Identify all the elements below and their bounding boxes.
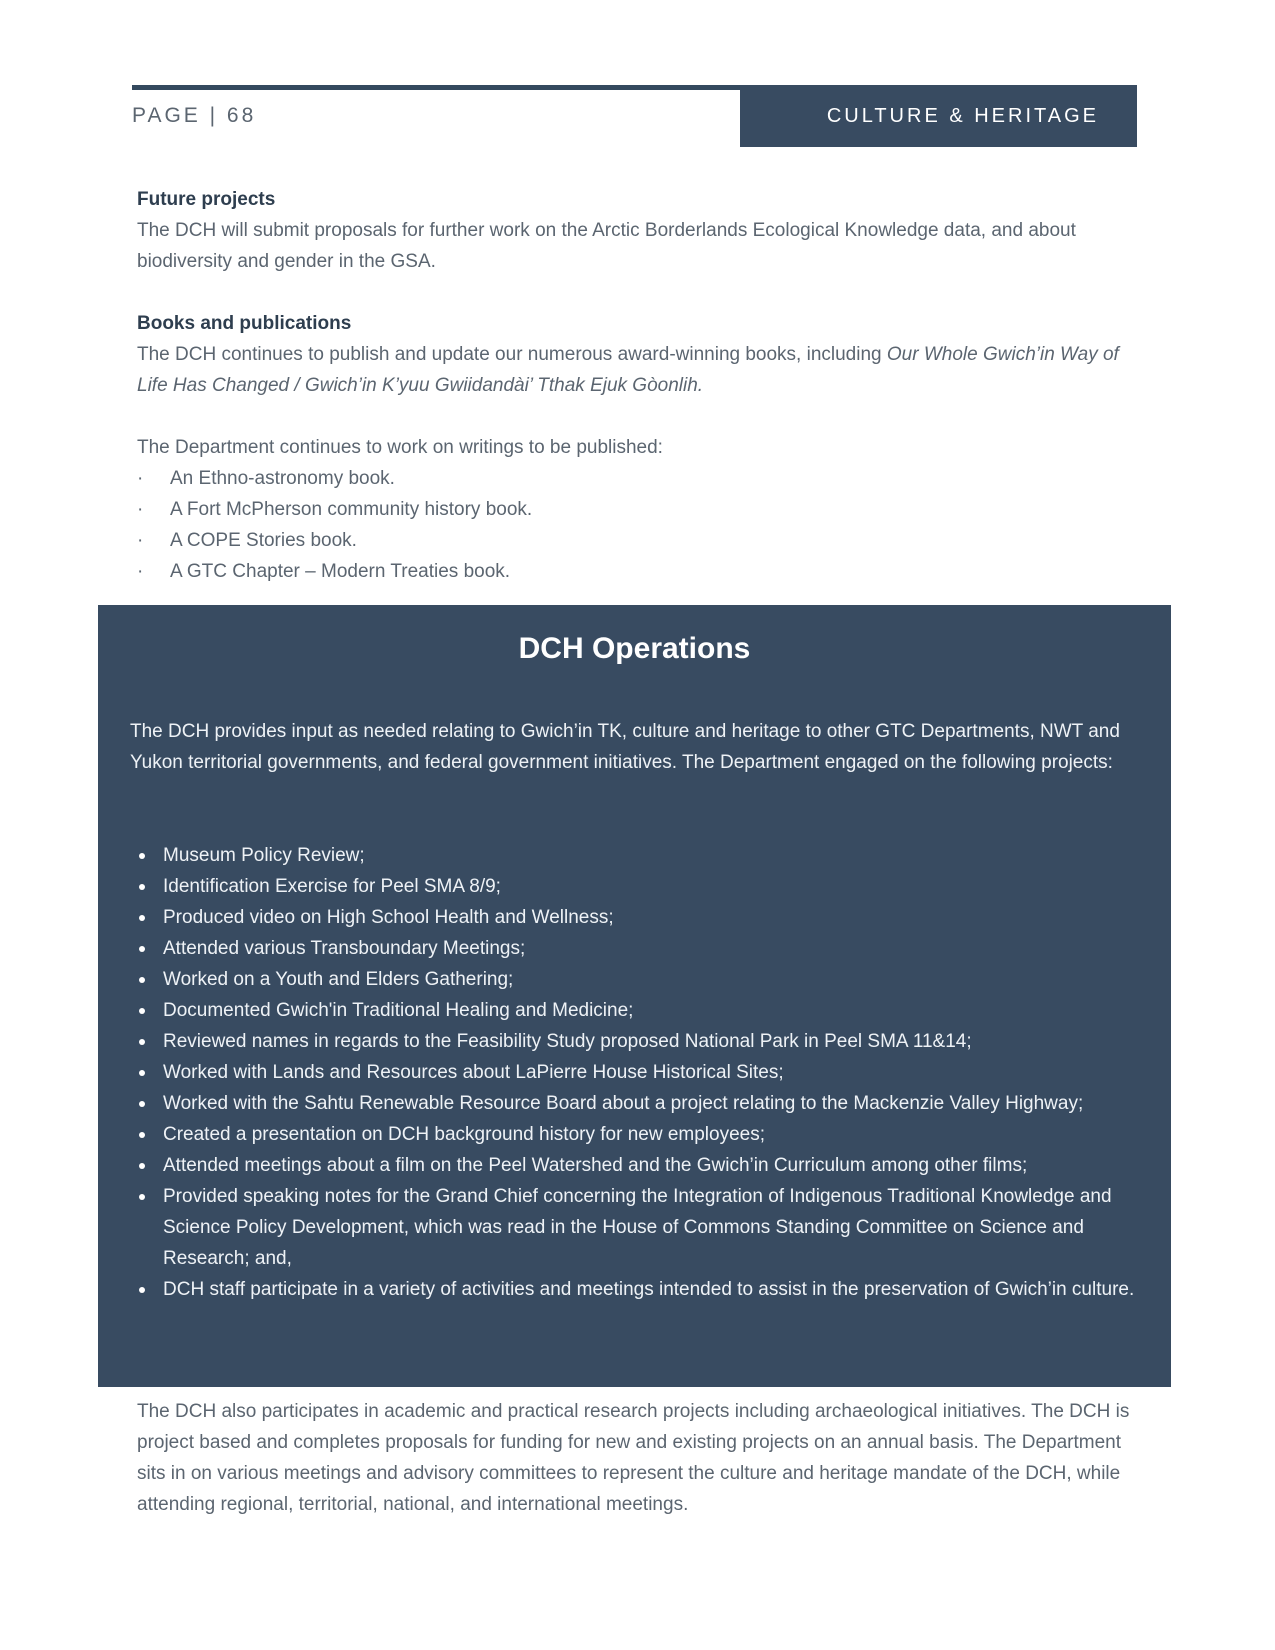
future-projects-body: The DCH will submit proposals for further work on the Arctic Borderlands Ecological Knowledge data, and about biodiversity and gender in the GSA. [137,220,1076,272]
list-item: Worked with the Sahtu Renewable Resource Board about a project relating to the Mackenzie Valley Highway; [130,1088,1140,1119]
list-item: Identification Exercise for Peel SMA 8/9; [130,871,1140,902]
writings-list [137,463,1142,587]
list-item: Created a presentation on DCH background history for new employees; [130,1119,1140,1150]
list-item: Produced video on High School Health and Wellness; [130,902,1140,933]
section-title: CULTURE & HERITAGE [740,85,1137,147]
books-body-text: The DCH continues to publish and update our numerous award-winning books, including [137,344,887,365]
books-title-italic: Our Whole Gwich’in Way of Life Has Changed / Gwich’in K’yuu Gwiidandài’ Tthak Ejuk Gòonlih. [137,344,1119,396]
operations-panel [98,605,1171,1387]
list-item: · An Ethno-astronomy book. [137,463,1142,494]
writings-intro: The Department continues to work on writings to be published: [137,437,663,458]
closing-paragraph: The DCH also participates in academic and practical research projects including archaeological initiatives. The DCH is project based and completes proposals for funding for new and existing projects on an annual basis. The Department sits in on various meetings and advisory committees to represent the culture and heritage mandate of the DCH, while attending regional, territorial, national, and international meetings. [137,1401,1130,1515]
future-projects-section [137,184,1142,277]
operations-title: DCH Operations [518,632,751,665]
books-heading: Books and publications [137,313,352,334]
list-item: · A GTC Chapter – Modern Treaties book. [137,556,1142,587]
list-item: Museum Policy Review; [130,840,1140,871]
list-item: Documented Gwich'in Traditional Healing and Medicine; [130,995,1140,1026]
list-item: Provided speaking notes for the Grand Chief concerning the Integration of Indigenous Traditional Knowledge and Science Policy Development, which was read in the House of Commons Standing Committee on Science and Research; and, [130,1181,1140,1274]
list-item: DCH staff participate in a variety of activities and meetings intended to assist in the preservation of Gwich’in culture. [130,1274,1140,1305]
list-item: · A Fort McPherson community history book. [137,494,1142,525]
list-item: Worked with Lands and Resources about LaPierre House Historical Sites; [130,1057,1140,1088]
books-section [137,308,1142,587]
list-item: · A COPE Stories book. [137,525,1142,556]
future-projects-heading: Future projects [137,189,276,210]
list-item: Attended various Transboundary Meetings; [130,933,1140,964]
list-item: Worked on a Youth and Elders Gathering; [130,964,1140,995]
books-body [137,339,1142,401]
page-number: PAGE | 68 [132,104,257,127]
operations-list [130,840,1140,1305]
operations-intro: The DCH provides input as needed relating to Gwich’in TK, culture and heritage to other GTC Departments, NWT and Yukon territorial governments, and federal government initiatives. The Department engaged on the following projects: [130,721,1120,773]
list-item: Attended meetings about a film on the Peel Watershed and the Gwich’in Curriculum among other films; [130,1150,1140,1181]
list-item: Reviewed names in regards to the Feasibility Study proposed National Park in Peel SMA 11&14; [130,1026,1140,1057]
